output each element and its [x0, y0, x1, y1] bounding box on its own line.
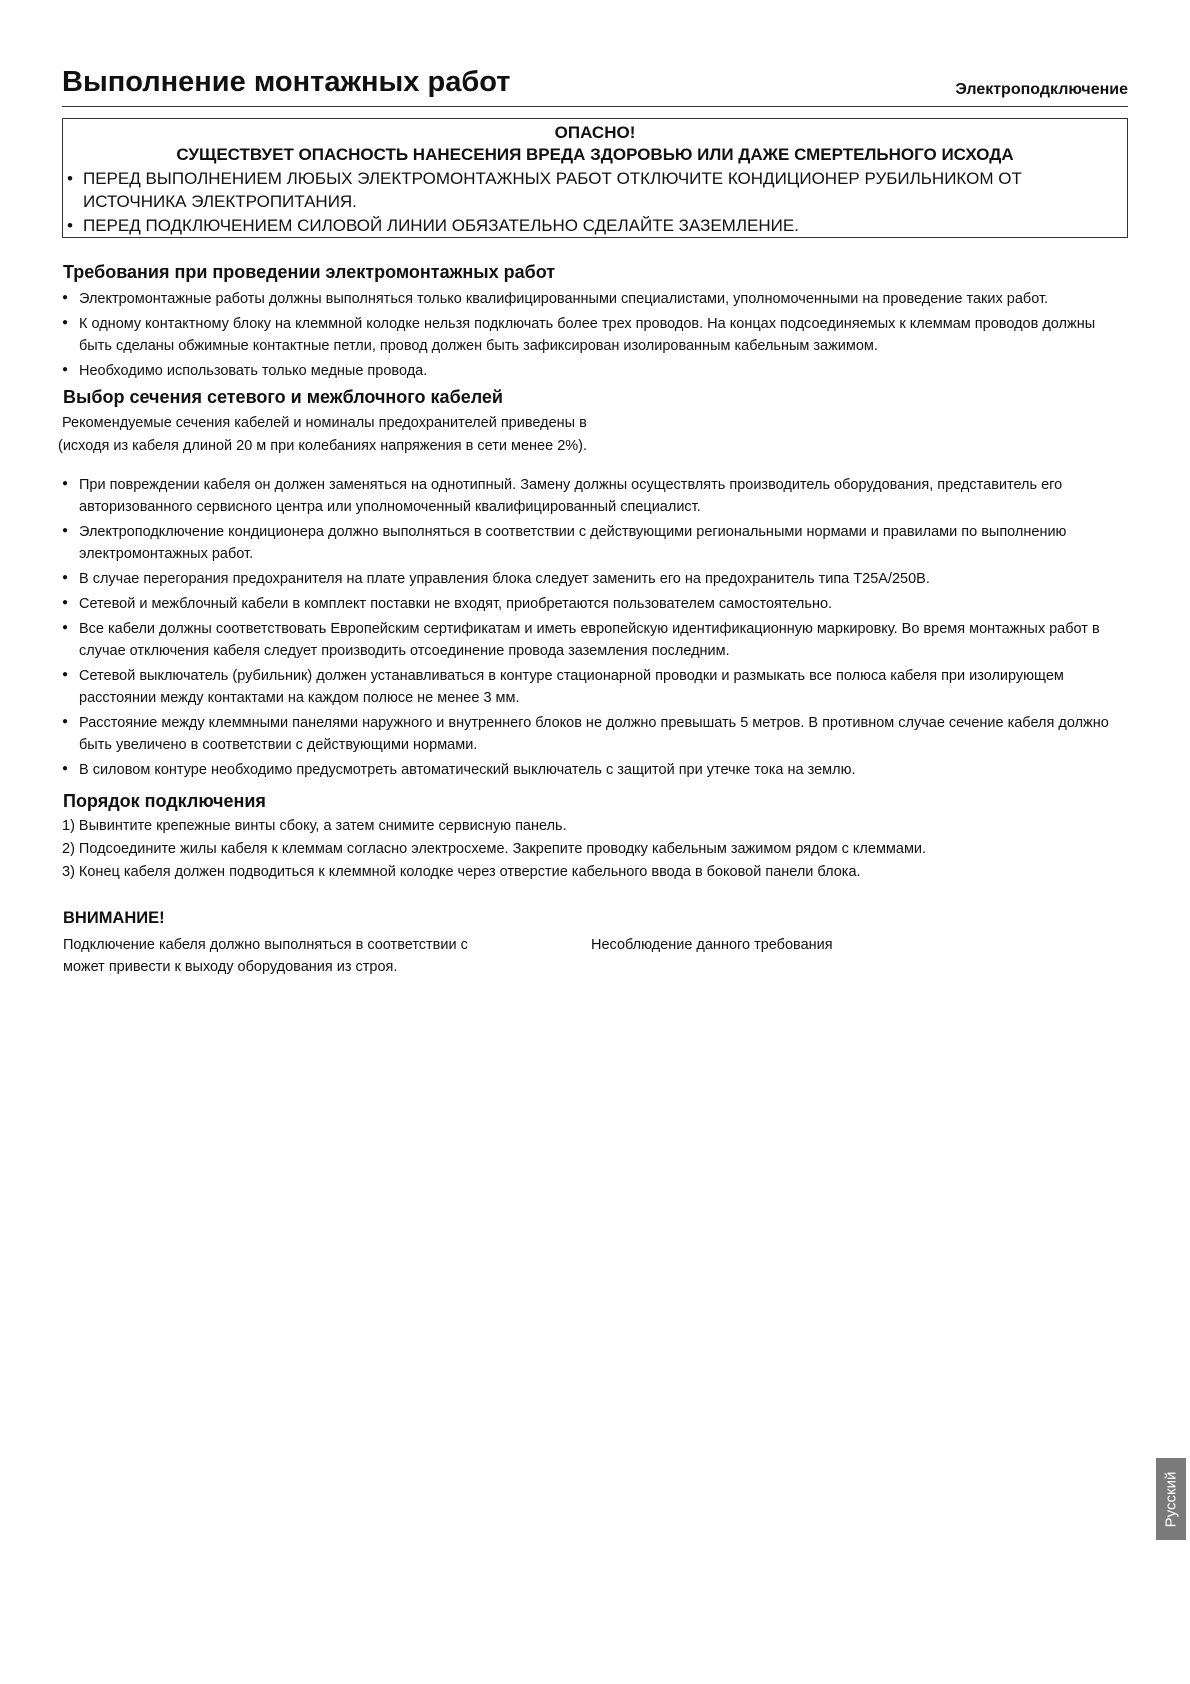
attention-heading: ВНИМАНИЕ! [63, 909, 165, 927]
procedure-step: 2) Подсоедините жилы кабеля к клеммам согласно электросхеме. Закрепите проводку кабельным зажимом рядом с клеммами. [62, 841, 927, 857]
list-item: ● Электроподключение кондиционера должно выполняться в соответствии с действующими региональными нормами и правилами по выполнению электромонтажных работ. [62, 521, 1128, 565]
list-item: ● Сетевой и межблочный кабели в комплект поставки не входят, приобретаются пользователем самостоятельно. [62, 593, 1128, 615]
danger-title: ОПАСНО! [554, 123, 636, 142]
danger-box [62, 118, 1128, 238]
attention-text-line1: Подключение кабеля должно выполняться в соответствии с [63, 937, 468, 953]
procedure-step: 1) Вывинтите крепежные винты сбоку, а затем снимите сервисную панель. [62, 818, 567, 834]
language-tab [1156, 1458, 1186, 1540]
list-item: ● Все кабели должны соответствовать Европейским сертификатам и иметь европейскую идентификационную маркировку. Во время монтажных работ в случае отключения кабеля следует производить отсоединение провода заземления последним. [62, 618, 1128, 662]
list-item: ● В случае перегорания предохранителя на плате управления блока следует заменить его на предохранитель типа T25A/250В. [62, 568, 1128, 590]
cables-list [62, 474, 1128, 784]
requirements-heading: Требования при проведении электромонтажных работ [63, 262, 556, 282]
attention-text-right: Несоблюдение данного требования [591, 937, 833, 953]
section-title: Электроподключение [955, 81, 1128, 98]
cables-intro-line2: (исходя из кабеля длиной 20 м при колебаниях напряжения в сети менее 2%). [58, 438, 588, 454]
procedure-step: 3) Конец кабеля должен подводиться к клеммной колодке через отверстие кабельного ввода в боковой панели блока. [62, 864, 861, 880]
header-divider [62, 106, 1128, 107]
cables-intro-line1: Рекомендуемые сечения кабелей и номиналы предохранителей приведены в [62, 415, 587, 431]
list-item: ● Расстояние между клеммными панелями наружного и внутреннего блоков не должно превышать 5 метров. В противном случае сечение кабеля должно быть увеличено в соответствии с действующими нормами. [62, 712, 1128, 756]
danger-subtitle: СУЩЕСТВУЕТ ОПАСНОСТЬ НАНЕСЕНИЯ ВРЕДА ЗДОРОВЬЮ ИЛИ ДАЖЕ СМЕРТЕЛЬНОГО ИСХОДА [176, 145, 1014, 164]
danger-item: • ПЕРЕД ВЫПОЛНЕНИЕМ ЛЮБЫХ ЭЛЕКТРОМОНТАЖНЫХ РАБОТ ОТКЛЮЧИТЕ КОНДИЦИОНЕР РУБИЛЬНИКОМ ОТ ИСТОЧНИКА ЭЛЕКТРОПИТАНИЯ. [67, 167, 1117, 213]
requirements-list [62, 288, 1128, 385]
list-item: ● В силовом контуре необходимо предусмотреть автоматический выключатель с защитой при утечке тока на землю. [62, 759, 1128, 781]
procedure-heading: Порядок подключения [63, 791, 266, 811]
list-item: ● Сетевой выключатель (рубильник) должен устанавливаться в контуре стационарной проводки и размыкать все полюса кабеля при изолирующем расстоянии между контактами на каждом полюсе не менее 3 мм. [62, 665, 1128, 709]
language-tab-label: Русский [1162, 1471, 1180, 1527]
list-item: ● Электромонтажные работы должны выполняться только квалифицированными специалистами, уполномоченными на проведение таких работ. [62, 288, 1128, 310]
list-item: ● Необходимо использовать только медные провода. [62, 360, 1128, 382]
page-title: Выполнение монтажных работ [62, 66, 511, 98]
danger-item: • ПЕРЕД ПОДКЛЮЧЕНИЕМ СИЛОВОЙ ЛИНИИ ОБЯЗАТЕЛЬНО СДЕЛАЙТЕ ЗАЗЕМЛЕНИЕ. [67, 214, 1117, 237]
procedure-steps [62, 815, 1128, 884]
cables-heading: Выбор сечения сетевого и межблочного кабелей [63, 387, 503, 407]
list-item: ● При повреждении кабеля он должен заменяться на однотипный. Замену должны осуществлять производитель оборудования, представитель его авторизованного сервисного центра или уполномоченный квалифицированный специалист. [62, 474, 1128, 518]
attention-text-line2: может привести к выходу оборудования из строя. [63, 959, 398, 975]
list-item: ● К одному контактному блоку на клеммной колодке нельзя подключать более трех проводов. На концах подсоединяемых к клеммам проводов должны быть сделаны обжимные контактные петли, провод должен быть зафиксирован изолированным кабельным зажимом. [62, 313, 1128, 357]
